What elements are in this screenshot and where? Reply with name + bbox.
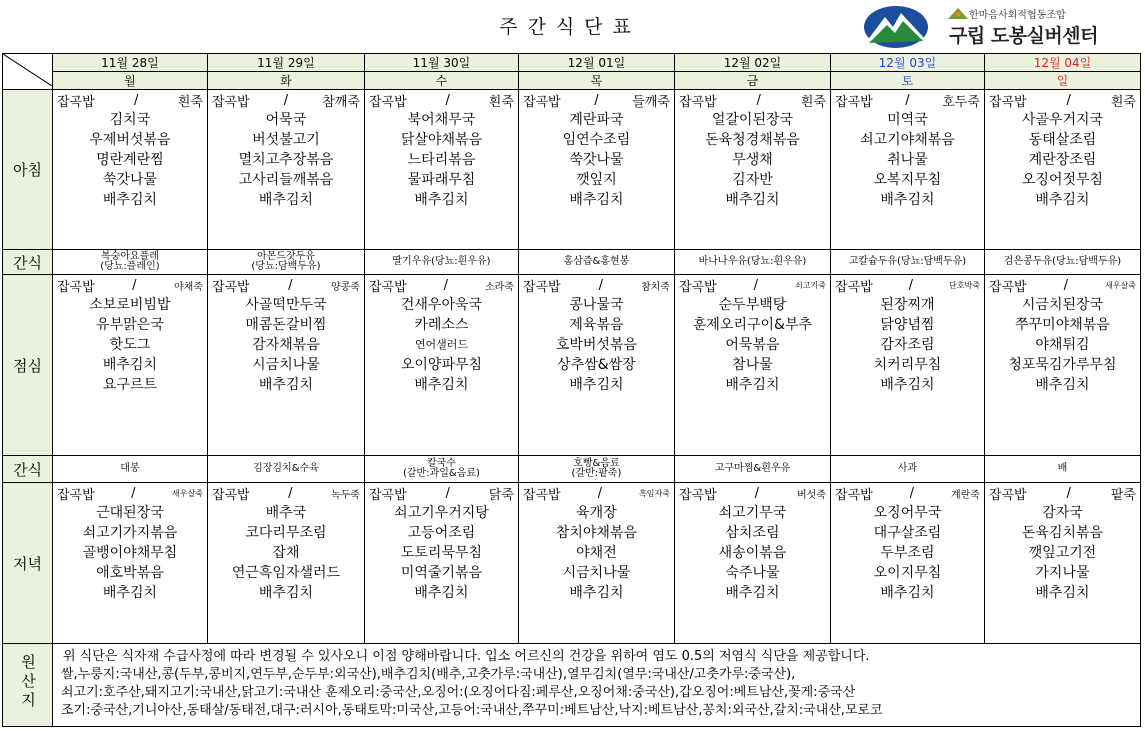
snack-cell	[830, 456, 984, 483]
dish-item: 어묵볶음	[725, 337, 780, 353]
origin-char: 원산지	[18, 653, 37, 711]
breakfast-cell	[674, 90, 830, 250]
rice-juk-line	[831, 90, 984, 110]
dish-item: 야채전	[576, 545, 617, 561]
rice-label: 잡곡밥	[522, 279, 561, 295]
porridge-label: 새우살죽	[172, 488, 203, 498]
origin-label	[3, 644, 53, 727]
dish-item: 우제버섯볶음	[89, 132, 171, 148]
dish-item: 두부조림	[880, 545, 935, 561]
slash: /	[1066, 485, 1071, 501]
rice-label: 잡곡밥	[678, 487, 717, 503]
snack-cell	[830, 250, 984, 275]
porridge-label: 호두죽	[942, 94, 980, 110]
snack-cell	[674, 456, 830, 483]
dish-item: 동태살조림	[1028, 132, 1097, 148]
dish-item: 요구르트	[102, 377, 157, 393]
breakfast-cell	[52, 90, 207, 250]
weekday-cell: 토	[830, 72, 984, 90]
dish-item: 배추김치	[569, 585, 624, 601]
porridge-label: 쇠고기죽	[795, 280, 826, 290]
dish-item: 배추김치	[258, 585, 313, 601]
dish-item: 연근흑임자샐러드	[231, 565, 341, 581]
slash: /	[445, 92, 450, 108]
snack-cell	[518, 456, 674, 483]
rice-juk-line	[53, 483, 207, 503]
rice-juk-line	[208, 483, 364, 503]
breakfast-cell	[518, 90, 674, 250]
dish-item: 배추김치	[880, 377, 935, 393]
dish-item: 취나물	[887, 152, 928, 168]
dish-item: 김자반	[732, 172, 773, 188]
dish-item: 멸치고추장볶음	[238, 152, 334, 168]
logo-name: 구립 도봉실버센터	[949, 25, 1098, 47]
dish-item: 배추김치	[880, 585, 935, 601]
slash: /	[598, 277, 603, 293]
corner-cell	[3, 54, 53, 90]
rice-juk-line	[985, 483, 1140, 503]
rice-label: 잡곡밥	[678, 94, 717, 110]
rice-label: 잡곡밥	[834, 94, 873, 110]
dish-item: 매콤돈갈비찜	[245, 317, 327, 333]
lunch-cell	[207, 275, 364, 456]
rice-label: 잡곡밥	[368, 94, 407, 110]
date-cell: 12월 01일	[518, 54, 674, 72]
snack-text: 대봉	[120, 463, 140, 474]
diagonal-line	[3, 54, 52, 86]
lunch-label: 점심	[3, 275, 53, 456]
snack-text: 고칼슘두유(당뇨:담백두유)	[848, 256, 967, 267]
dish-item: 배추김치	[414, 192, 469, 208]
weekday-cell: 일	[984, 72, 1140, 90]
dish-item: 건새우아욱국	[400, 297, 483, 313]
dish-item: 명란계란찜	[96, 152, 164, 168]
dish-item: 잡채	[272, 545, 300, 561]
date-cell: 11월 28일	[52, 54, 207, 72]
slash: /	[908, 277, 914, 293]
dish-item: 고등어조림	[407, 525, 476, 541]
dinner-label: 저녁	[3, 483, 53, 644]
dish-item: 배추김치	[102, 357, 157, 373]
dish-item: 배추국	[265, 505, 307, 521]
dish-item: 미역줄기볶음	[400, 565, 483, 581]
snack-text: (당뇨:담백두유)	[251, 261, 321, 272]
dish-item: 훈제오리구이&부추	[692, 317, 813, 333]
rice-juk-line	[985, 90, 1140, 110]
breakfast-cell	[830, 90, 984, 250]
dish-item: 돈육청경채볶음	[705, 132, 800, 148]
snack1-label: 간식	[3, 250, 53, 275]
dish-item: 배추김치	[102, 585, 157, 601]
date-cell: 11월 29일	[207, 54, 364, 72]
rice-juk-line	[675, 483, 830, 503]
dish-item: 유부맑은국	[96, 317, 164, 333]
dish-item: 어묵국	[265, 112, 307, 128]
lunch-cell	[674, 275, 830, 456]
dinner-cell	[52, 483, 207, 644]
dish-item: 느타리볶음	[407, 152, 476, 168]
dish-item: 삼치조림	[725, 525, 780, 541]
rice-juk-line	[519, 90, 674, 110]
dish-item: 배추김치	[258, 192, 313, 208]
dinner-cell	[984, 483, 1140, 644]
dish-item: 배추김치	[1035, 585, 1090, 601]
dish-item: 계란장조림	[1028, 152, 1097, 168]
rice-label: 잡곡밥	[988, 279, 1027, 295]
dish-item: 핫도그	[109, 337, 151, 353]
rice-label: 잡곡밥	[56, 94, 95, 110]
dish-item: 쇠고기야채볶음	[860, 132, 955, 148]
snack-cell	[518, 250, 674, 275]
lunch-cell	[830, 275, 984, 456]
rice-juk-line	[831, 483, 984, 503]
porridge-label: 흰죽	[177, 94, 203, 110]
porridge-label: 흑임자죽	[639, 488, 670, 498]
notes-line: 쌀,누룽지:국내산,콩(두부,콩비지,연두부,순두부:외국산),배추김치(배추,고춧가루:국내산),열무김치(열무:국내산/고춧가루:중국산),	[60, 667, 796, 682]
dish-item: 오징어젓무침	[1021, 172, 1104, 188]
dish-item: 배추김치	[258, 377, 313, 393]
dish-item: 배추김치	[1035, 192, 1090, 208]
rice-juk-line	[831, 275, 984, 295]
porridge-label: 녹두죽	[330, 489, 360, 501]
rice-juk-line	[365, 275, 518, 295]
dish-item: 참나물	[732, 357, 773, 373]
origin-notes	[52, 644, 1140, 727]
snack-text: (갈반:과일&음료)	[402, 468, 480, 479]
rice-label: 잡곡밥	[211, 279, 250, 295]
dish-item: 사골떡만두국	[245, 297, 327, 313]
slash: /	[134, 92, 139, 108]
snack-text: 딸기우유(당뇨:흰우유)	[392, 256, 491, 267]
dish-item: 배추김치	[569, 377, 624, 393]
snack-cell	[984, 250, 1140, 275]
snack-text: 배	[1057, 463, 1068, 474]
menu-table	[2, 53, 1141, 727]
snack-cell	[674, 250, 830, 275]
weekday-cell: 금	[674, 72, 830, 90]
porridge-label: 팥죽	[1110, 487, 1136, 503]
logo-org: 한마음사회적협동조합	[969, 10, 1066, 21]
rice-label: 잡곡밥	[522, 487, 561, 503]
dish-item: 시금치된장국	[1021, 297, 1104, 313]
snack-cell	[207, 456, 364, 483]
page-title: 주간식단표	[499, 16, 641, 38]
dish-item: 상추쌈&쌈장	[557, 357, 636, 373]
snack-cell	[52, 250, 207, 275]
dish-item: 얼갈이된장국	[711, 112, 794, 128]
snack-cell	[207, 250, 364, 275]
dish-item: 미역국	[887, 112, 928, 128]
rice-label: 잡곡밥	[522, 94, 561, 110]
dish-item: 연어샐러드	[414, 338, 469, 351]
dinner-cell	[207, 483, 364, 644]
dish-item: 배추김치	[102, 192, 157, 208]
slash: /	[756, 92, 761, 108]
dish-item: 계란파국	[569, 112, 624, 128]
weekday-row	[3, 72, 1141, 90]
dish-item: 감자조림	[880, 337, 935, 353]
dish-item: 골뱅이야채무침	[82, 545, 178, 561]
dish-item: 시금치나물	[252, 357, 320, 373]
rice-label: 잡곡밥	[678, 279, 717, 295]
snack-text: 칼국수	[426, 458, 456, 469]
dish-item: 쇠고기무국	[718, 505, 787, 521]
weekday-cell: 수	[364, 72, 518, 90]
dish-item: 배추김치	[569, 192, 624, 208]
breakfast-label: 아침	[3, 90, 53, 250]
slash: /	[445, 485, 450, 501]
slash: /	[288, 485, 293, 501]
rice-juk-line	[675, 90, 830, 110]
dish-item: 야채튀김	[1035, 337, 1090, 353]
rice-label: 잡곡밥	[834, 487, 873, 503]
dish-item: 배추김치	[880, 192, 935, 208]
dish-item: 코다리무조림	[245, 525, 327, 541]
porridge-label: 흰죽	[800, 94, 826, 110]
dish-item: 쭈꾸미야채볶음	[1015, 317, 1110, 333]
dish-item: 배추김치	[1035, 377, 1090, 393]
slash: /	[753, 277, 759, 293]
snack-cell	[364, 250, 518, 275]
dish-item: 쑥갓나물	[102, 172, 157, 188]
rice-juk-line	[675, 275, 830, 295]
rice-juk-line	[53, 275, 207, 295]
dish-item: 감자채볶음	[252, 337, 320, 353]
porridge-label: 참치죽	[640, 281, 670, 293]
dish-item: 오징어무국	[873, 505, 942, 521]
dish-item: 육개장	[576, 505, 617, 521]
dish-item: 된장찌개	[880, 297, 935, 313]
notes-line: 조기:중국산,기니아산,동태살/동태전,대구:러시아,동태토막:미국산,고등어:국내산,쭈꾸미:베트남산,낙지:베트남산,꽁치:외국산,갈치:국내산,모로코	[60, 703, 883, 718]
dish-item: 오이지무침	[873, 565, 942, 581]
porridge-label: 단호박죽	[949, 280, 980, 290]
dish-item: 오복지무침	[873, 172, 942, 188]
dish-item: 배추김치	[725, 192, 780, 208]
slash: /	[443, 277, 448, 293]
dish-item: 쇠고기우거지탕	[394, 505, 489, 521]
rice-label: 잡곡밥	[211, 94, 250, 110]
dish-item: 배추김치	[414, 377, 469, 393]
date-cell: 12월 04일	[984, 54, 1140, 72]
dish-item: 사골우거지국	[1021, 112, 1104, 128]
rice-label: 잡곡밥	[368, 279, 407, 295]
slash: /	[132, 277, 137, 293]
snack-text: 김장김치&수육	[253, 463, 319, 474]
snack-text: 검은콩두유(당뇨:담백두유)	[1003, 256, 1122, 267]
dish-item: 김치국	[109, 112, 151, 128]
dish-item: 도토리묵무침	[400, 545, 483, 561]
porridge-label: 들깨죽	[632, 94, 670, 110]
dish-item: 닭살야채볶음	[400, 132, 483, 148]
rice-label: 잡곡밥	[56, 487, 95, 503]
notes-line: 위 식단은 식자재 수급사정에 따라 변경될 수 있사오니 이점 양해바랍니다. 입소 어르신의 건강을 위하여 염도 0.5의 저염식 식단을 제공합니다.	[62, 649, 870, 664]
dish-item: 닭양념찜	[880, 317, 935, 333]
lunch-row	[3, 275, 1141, 456]
porridge-label: 닭죽	[488, 487, 514, 503]
lunch-cell	[364, 275, 518, 456]
date-cell: 12월 03일	[830, 54, 984, 72]
dish-item: 무생채	[732, 152, 773, 168]
rice-label: 잡곡밥	[368, 487, 407, 503]
snack-text: 사과	[897, 463, 918, 474]
dish-item: 참치야채볶음	[555, 525, 638, 541]
rice-juk-line	[519, 483, 674, 503]
snack1-row	[3, 250, 1141, 275]
slash: /	[754, 485, 759, 501]
porridge-label: 새우살죽	[1105, 280, 1136, 290]
logo	[863, 4, 1141, 50]
slash: /	[594, 92, 599, 108]
dish-item: 북어채무국	[407, 112, 476, 128]
dish-item: 배추김치	[725, 377, 780, 393]
porridge-label: 흰죽	[488, 94, 514, 110]
dish-item: 쑥갓나물	[569, 152, 624, 168]
org-emblem-icon	[947, 6, 969, 20]
dish-item: 숙주나물	[725, 565, 780, 581]
breakfast-cell	[984, 90, 1140, 250]
origin-row	[3, 644, 1141, 727]
dish-item: 배추김치	[414, 585, 469, 601]
snack-cell	[52, 456, 207, 483]
weekday-cell: 화	[207, 72, 364, 90]
rice-label: 잡곡밥	[56, 279, 95, 295]
rice-label: 잡곡밥	[988, 487, 1027, 503]
porridge-label: 계란죽	[950, 489, 980, 501]
dinner-cell	[830, 483, 984, 644]
rice-juk-line	[208, 275, 364, 295]
dish-item: 호박버섯볶음	[555, 337, 638, 353]
dish-item: 근대된장국	[96, 505, 164, 521]
rice-juk-line	[519, 275, 674, 295]
dinner-cell	[674, 483, 830, 644]
breakfast-cell	[207, 90, 364, 250]
slash: /	[1066, 92, 1071, 108]
rice-juk-line	[365, 90, 518, 110]
porridge-label: 흰죽	[1110, 94, 1136, 110]
snack-cell	[984, 456, 1140, 483]
snack-text: 아몬드잣두유	[256, 251, 315, 262]
date-cell: 12월 02일	[674, 54, 830, 72]
rice-juk-line	[53, 90, 207, 110]
slash: /	[1063, 277, 1069, 293]
rice-label: 잡곡밥	[211, 487, 250, 503]
rice-label: 잡곡밥	[988, 94, 1027, 110]
snack2-label: 간식	[3, 456, 53, 483]
dish-item: 콩나물국	[569, 297, 624, 313]
slash: /	[597, 485, 603, 501]
dish-item: 임연수조림	[562, 132, 631, 148]
rice-juk-line	[365, 483, 518, 503]
rice-juk-line	[208, 90, 364, 110]
dish-item: 대구살조림	[873, 525, 942, 541]
mountain-logo-icon	[863, 5, 929, 49]
lunch-cell	[984, 275, 1140, 456]
slash: /	[283, 92, 289, 108]
dish-item: 오이양파무침	[400, 357, 483, 373]
dish-item: 돈육김치볶음	[1021, 525, 1104, 541]
dish-item: 깻잎고기전	[1028, 545, 1097, 561]
dinner-cell	[518, 483, 674, 644]
date-cell: 11월 30일	[364, 54, 518, 72]
snack-text: 홍삼즙&홍현봉	[563, 256, 630, 267]
snack-text: 고구마찜&흰우유	[714, 463, 791, 474]
dish-item: 깻잎지	[576, 172, 617, 188]
dish-item: 감자국	[1042, 505, 1083, 521]
dish-item: 카레소스	[414, 317, 469, 333]
date-row	[3, 54, 1141, 72]
dish-item: 순두부백탕	[718, 297, 787, 313]
breakfast-row	[3, 90, 1141, 250]
dish-item: 청포묵김가루무침	[1008, 357, 1117, 373]
dish-item: 고사리들깨볶음	[238, 172, 334, 188]
snack-text: 바나나우유(당뇨:흰우유)	[698, 256, 807, 267]
lunch-cell	[52, 275, 207, 456]
lunch-cell	[518, 275, 674, 456]
snack-text: 호빵&음료	[573, 458, 620, 469]
dish-item: 시금치나물	[562, 565, 631, 581]
dish-item: 쇠고기가지볶음	[82, 525, 178, 541]
slash: /	[131, 485, 136, 501]
dish-item: 배추김치	[725, 585, 780, 601]
slash: /	[909, 485, 914, 501]
slash: /	[905, 92, 910, 108]
dish-item: 버섯불고기	[252, 132, 320, 148]
snack-text: (갈반:팥죽)	[571, 468, 622, 479]
dish-item: 치커리무침	[873, 357, 942, 373]
notes-line: 쇠고기:호주산,돼지고기:국내산,닭고기:국내산 훈제오리:중국산,오징어:(오징어다짐:페루산,오징어채:중국산),갑오징어:베트남산,꽃게:중국산	[60, 685, 856, 700]
snack-text: 복숭아요플레	[100, 251, 159, 262]
weekday-cell: 월	[52, 72, 207, 90]
dish-item: 애호박볶음	[96, 565, 164, 581]
dish-item: 가지나물	[1035, 565, 1090, 581]
dish-item: 새송이볶음	[718, 545, 787, 561]
rice-label: 잡곡밥	[834, 279, 873, 295]
snack2-row	[3, 456, 1141, 483]
rice-juk-line	[985, 275, 1140, 295]
porridge-label: 버섯죽	[796, 489, 826, 501]
dish-item: 소보로비빔밥	[89, 297, 171, 313]
dinner-row	[3, 483, 1141, 644]
porridge-label: 야채죽	[173, 281, 203, 293]
snack-cell	[364, 456, 518, 483]
dinner-cell	[364, 483, 518, 644]
weekday-cell: 목	[518, 72, 674, 90]
porridge-label: 참깨죽	[322, 94, 360, 110]
porridge-label: 소라죽	[484, 281, 514, 293]
breakfast-cell	[364, 90, 518, 250]
porridge-label: 양콩죽	[330, 281, 360, 293]
dish-item: 제육볶음	[569, 317, 624, 333]
snack-text: (당뇨:플레인)	[100, 261, 160, 272]
slash: /	[288, 277, 293, 293]
dish-item: 물파래무침	[407, 172, 476, 188]
